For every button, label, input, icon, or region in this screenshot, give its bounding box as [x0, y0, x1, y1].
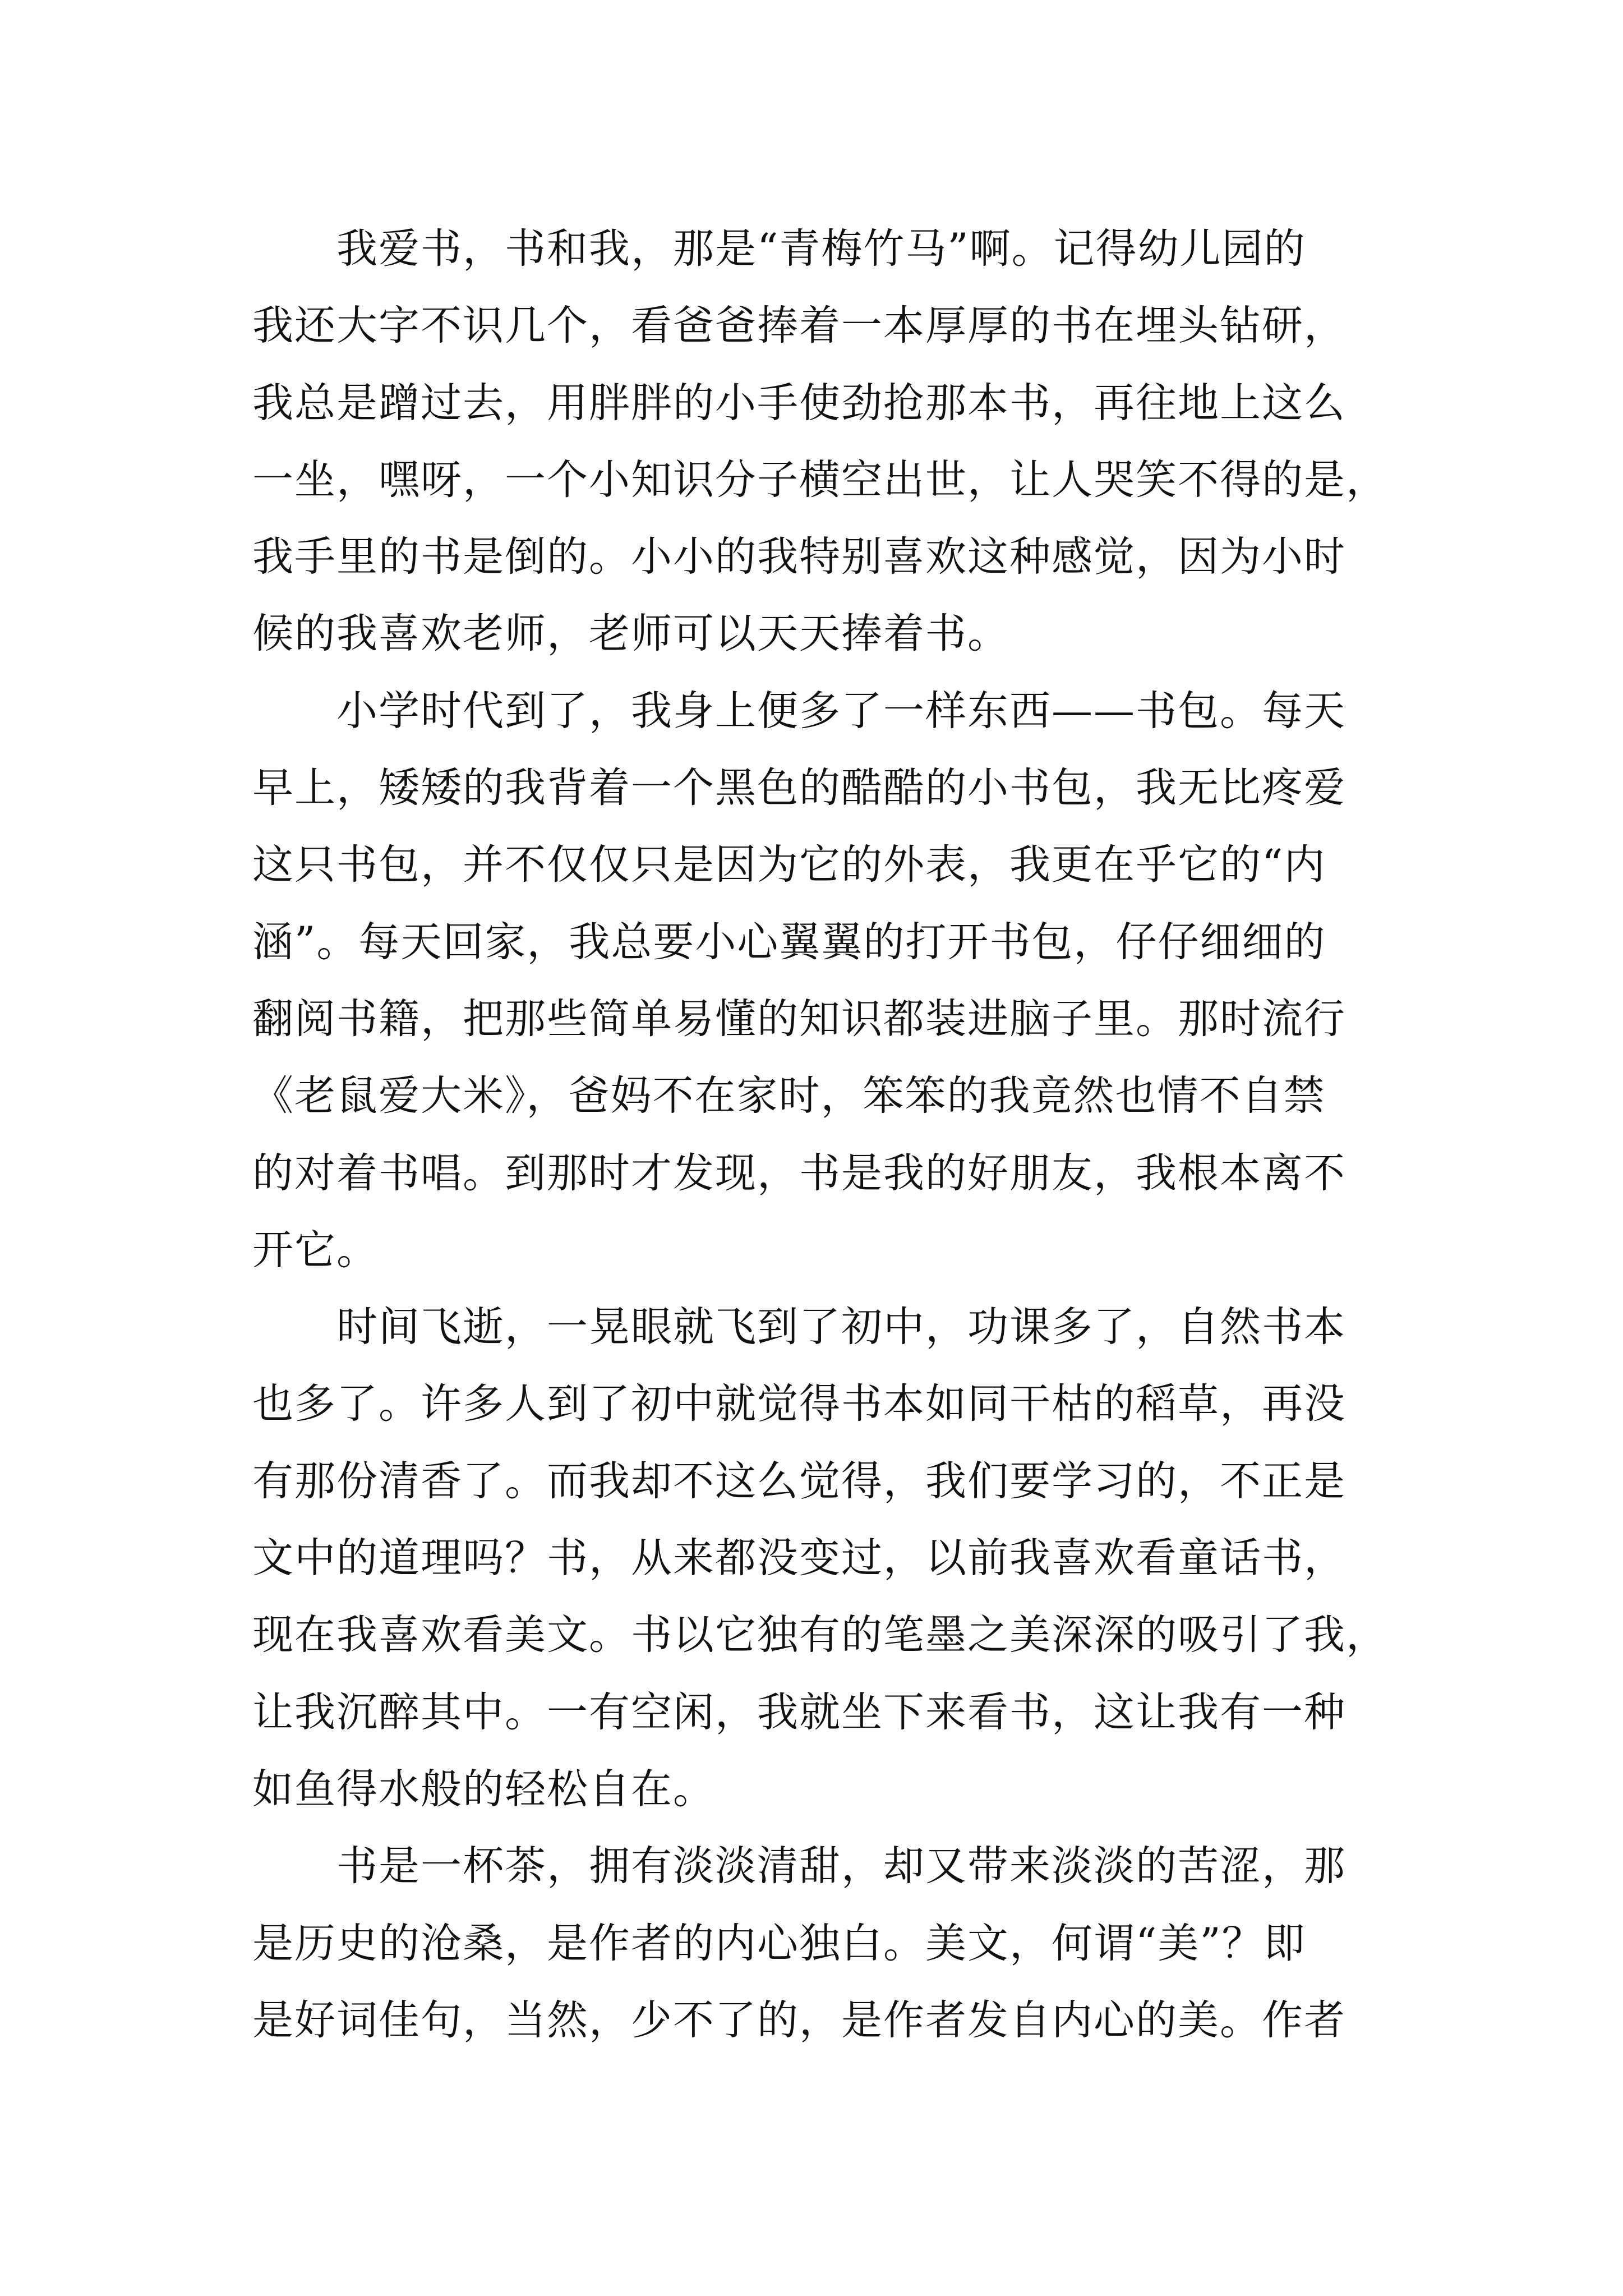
text-line: 让我沉醉其中。一有空闲，我就坐下来看书，这让我有一种	[252, 1688, 1346, 1736]
text-line: 也多了。许多人到了初中就觉得书本如同干枯的稻草，再没	[252, 1380, 1346, 1428]
text-line: 是历史的沧桑，是作者的内心独白。美文，何谓“美”？即	[252, 1919, 1306, 1967]
text-line: 涵”。每天回家，我总要小心翼翼的打开书包，仔仔细细的	[252, 918, 1326, 966]
text-line: 文中的道理吗？书，从来都没变过，以前我喜欢看童话书，	[252, 1534, 1346, 1582]
text-line: 时间飞逝，一晃眼就飞到了初中，功课多了，自然书本	[336, 1303, 1346, 1351]
text-line: 我还大字不识几个，看爸爸捧着一本厚厚的书在埋头钻研，	[252, 302, 1346, 350]
paragraph-1	[252, 210, 1388, 673]
paragraph-4	[252, 1828, 1385, 2059]
paragraph-2	[252, 673, 1385, 1289]
text-line: 现在我喜欢看美文。书以它独有的笔墨之美深深的吸引了我，	[252, 1611, 1388, 1659]
text-line: 是好词佳句，当然，少不了的，是作者发自内心的美。作者	[252, 1996, 1346, 2044]
text-line: 这只书包，并不仅仅只是因为它的外表，我更在乎它的“内	[252, 841, 1326, 889]
text-line: 候的我喜欢老师，老师可以天天捧着书。	[252, 610, 1009, 658]
text-line: 一坐，嘿呀，一个小知识分子横空出世，让人哭笑不得的是，	[252, 455, 1388, 504]
document-body	[252, 210, 1388, 2059]
text-line: 我爱书，书和我，那是“青梅竹马”啊。记得幼儿园的	[336, 225, 1306, 273]
text-line: 我总是蹭过去，用胖胖的小手使劲抢那本书，再往地上这么	[252, 379, 1346, 427]
text-line: 《老鼠爱大米》，爸妈不在家时，笨笨的我竟然也情不自禁	[252, 1072, 1326, 1120]
text-line: 开它。	[252, 1226, 379, 1274]
text-line: 有那份清香了。而我却不这么觉得，我们要学习的，不正是	[252, 1457, 1346, 1505]
text-line: 书是一杯茶，拥有淡淡清甜，却又带来淡淡的苦涩，那	[336, 1842, 1346, 1890]
paragraph-3	[252, 1289, 1388, 1828]
text-line: 小学时代到了，我身上便多了一样东西——书包。每天	[336, 687, 1346, 735]
text-line: 早上，矮矮的我背着一个黑色的酷酷的小书包，我无比疼爱	[252, 764, 1346, 812]
text-line: 我手里的书是倒的。小小的我特别喜欢这种感觉，因为小时	[252, 533, 1346, 581]
text-line: 的对着书唱。到那时才发现，书是我的好朋友，我根本离不	[252, 1149, 1346, 1197]
text-line: 翻阅书籍，把那些简单易懂的知识都装进脑子里。那时流行	[252, 995, 1346, 1043]
text-line: 如鱼得水般的轻松自在。	[252, 1765, 715, 1813]
